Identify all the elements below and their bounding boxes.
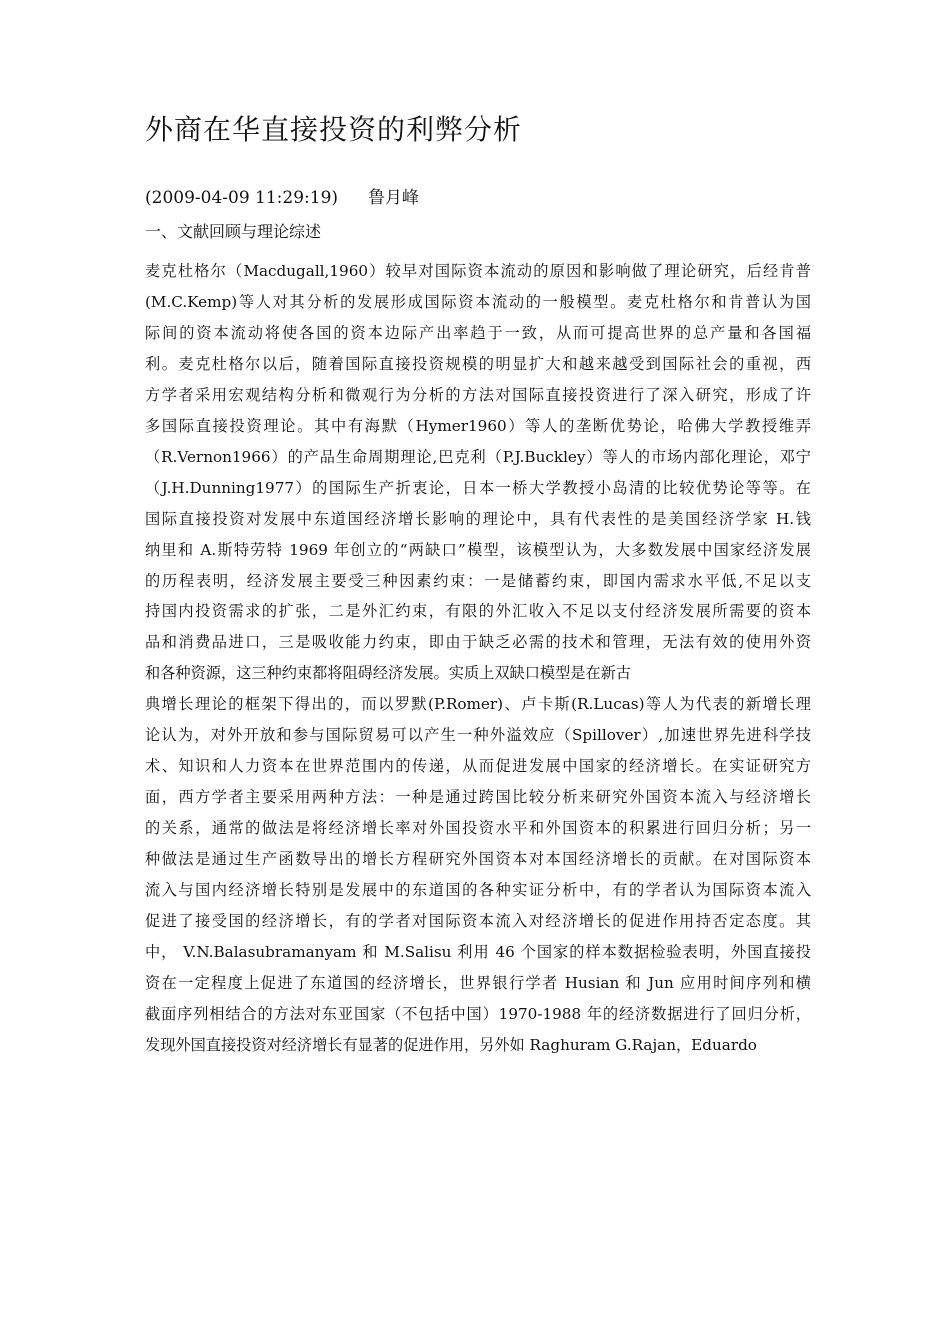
document-title: 外商在华直接投资的利弊分析	[145, 113, 523, 146]
text-line: 促进了接受国的经济增长，有的学者对国际资本流入对经济增长的促进作用持否定态度。其	[145, 912, 811, 931]
text-line: （R.Vernon1966）的产品生命周期理论,巴克利（P.J.Buckley）等人的市场内部化理论，邓宁	[145, 447, 811, 466]
text-line: 方学者采用宏观结构分析和微观行为分析的方法对国际直接投资进行了深入研究，形成了许	[145, 385, 811, 404]
text-line: 的关系，通常的做法是将经济增长率对外国投资水平和外国资本的积累进行回归分析；另一	[145, 819, 811, 838]
text-line: 资在一定程度上促进了东道国的经济增长，世界银行学者 Husian 和 Jun 应用时间序列和横	[145, 973, 811, 992]
text-line: 发现外国直接投资对经济增长有显著的促进作用，另外如 Raghuram G.Rajan，Eduardo	[145, 1035, 757, 1054]
publish-date: (2009-04-09 11:29:19)	[145, 188, 339, 208]
text-line: 利。麦克杜格尔以后，随着国际直接投资规模的明显扩大和越来越受到国际社会的重视，西	[145, 354, 811, 373]
text-line: 际间的资本流动将使各国的资本边际产出率趋于一致，从而可提高世界的总产量和各国福	[145, 323, 811, 342]
text-line: 术、知识和人力资本在世界范围内的传递，从而促进发展中国家的经济增长。在实证研究方	[145, 757, 811, 776]
text-line: （J.H.Dunning1977）的国际生产折衷论，日本一桥大学教授小岛清的比较优势论等等。在	[145, 478, 811, 497]
text-line: 的历程表明，经济发展主要受三种因素约束：一是储蓄约束，即国内需求水平低,不足以支	[145, 571, 811, 590]
text-line: 品和消费品进口，三是吸收能力约束，即由于缺乏必需的技术和管理，无法有效的使用外资	[145, 633, 811, 652]
text-line: 截面序列相结合的方法对东亚国家（不包括中国）1970-1988 年的经济数据进行了回归分析，	[145, 1004, 811, 1023]
text-line: 纳里和 A.斯特劳特 1969 年创立的“两缺口”模型，该模型认为，大多数发展中国家经济发展	[145, 540, 811, 559]
document-page	[145, 0, 811, 1344]
body-text	[145, 256, 811, 1061]
document-meta	[145, 184, 419, 212]
text-line: 和各种资源，这三种约束都将阻碍经济发展。实质上双缺口模型是在新古	[145, 664, 631, 683]
text-line: 中， V.N.Balasubramanyam 和 M.Salisu 利用 46 个国家的样本数据检验表明，外国直接投	[145, 942, 811, 961]
text-line: 面，西方学者主要采用两种方法：一种是通过跨国比较分析来研究外国资本流入与经济增长	[145, 788, 811, 807]
text-line: 持国内投资需求的扩张，二是外汇约束，有限的外汇收入不足以支付经济发展所需要的资本	[145, 602, 811, 621]
text-line: 麦克杜格尔（Macdugall,1960）较早对国际资本流动的原因和影响做了理论研究，后经肯普	[145, 262, 811, 280]
text-line: 多国际直接投资理论。其中有海默（Hymer1960）等人的垄断优势论，哈佛大学教授维弄	[145, 416, 811, 435]
text-line: (M.C.Kemp)等人对其分析的发展形成国际资本流动的一般模型。麦克杜格尔和肯普认为国	[145, 292, 811, 311]
text-line: 典增长理论的框架下得出的，而以罗默(P.Romer)、卢卡斯(R.Lucas)等人为代表的新增长理	[145, 695, 811, 714]
text-line: 流入与国内经济增长特别是发展中的东道国的各种实证分析中，有的学者认为国际资本流入	[145, 881, 811, 900]
text-line: 论认为，对外开放和参与国际贸易可以产生一种外溢效应（Spillover）,加速世界先进科学技	[145, 726, 811, 745]
text-line: 国际直接投资对发展中东道国经济增长影响的理论中，具有代表性的是美国经济学家 H.钱	[145, 509, 811, 528]
text-line: 种做法是通过生产函数导出的增长方程研究外国资本对本国经济增长的贡献。在对国际资本	[145, 850, 811, 869]
section-heading: 一、文献回顾与理论综述	[145, 222, 322, 241]
author-name: 鲁月峰	[368, 188, 420, 208]
